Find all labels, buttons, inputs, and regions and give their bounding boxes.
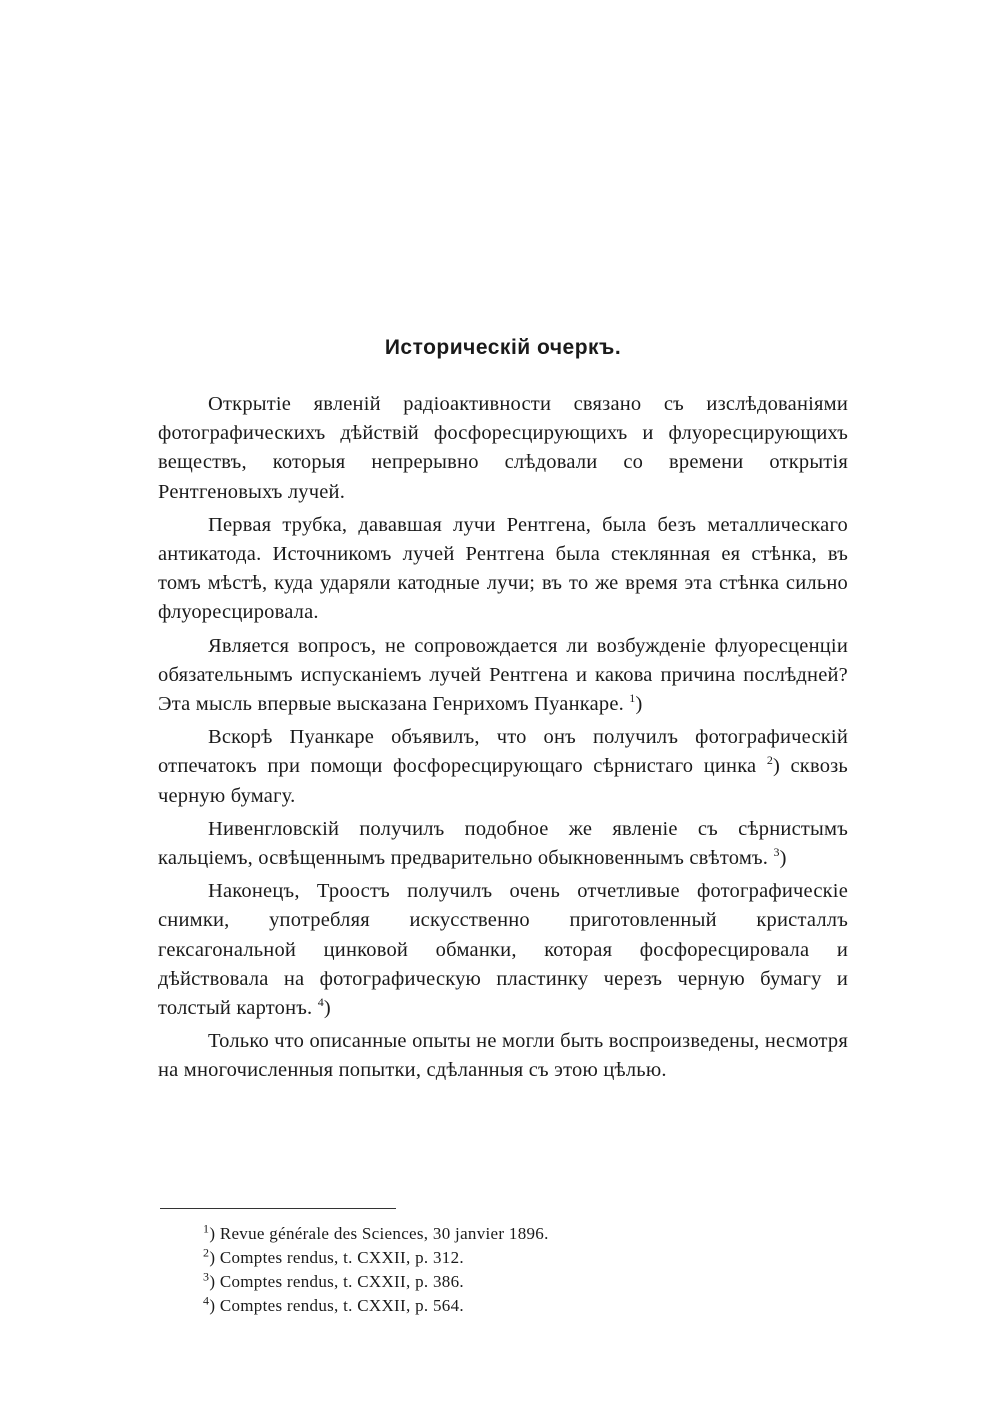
footnote-mark: 4 <box>203 1293 210 1308</box>
footnote-text: ) Comptes rendus, t. CXXII, p. 386. <box>209 1272 464 1291</box>
paragraph-text: Нивенгловскій получилъ подобное же явленіе съ сѣрнистымъ кальціемъ, освѣщеннымъ предварительно обыкновеннымъ свѣтомъ. <box>158 817 848 870</box>
footnote-mark: 1 <box>203 1221 210 1236</box>
footnote-ref-3: 3 <box>773 845 780 860</box>
footnote-ref-close: ) <box>779 847 787 870</box>
paragraph-1 <box>158 390 848 507</box>
paragraph-7 <box>158 1027 848 1085</box>
paragraph-text: Первая трубка, дававшая лучи Рентгена, была безъ металлическаго антикатода. Источникомъ лучей Рентгена была стеклянная ея стѣнка, въ томъ мѣстѣ, куда ударяли катодные лучи; въ то же время эта стѣнка сильно флуоресцировала. <box>158 513 848 624</box>
footnote-text: ) Revue générale des Sciences, 30 janvier 1896. <box>209 1224 549 1243</box>
paragraph-4 <box>158 723 848 811</box>
paragraph-text-continued: ) сквозь черную бумагу. <box>158 755 848 807</box>
paragraph-text: Только что описанные опыты не могли быть воспроизведены, несмотря на многочисленныя попытки, сдѣланныя съ этою цѣлью. <box>158 1030 848 1082</box>
footnote-1 <box>203 1222 843 1246</box>
paragraph-text: Открытіе явленій радіоактивности связано съ изслѣдованіями фотографическихъ дѣйствій фосфоресцирующихъ и флуоресцирующихъ веществъ, которыя непрерывно слѣдовали со времени открытія Рентгеновыхъ лучей. <box>158 393 848 503</box>
paragraph-text: Является вопросъ, не сопровождается ли возбужденіе флуоресценціи обязательнымъ испусканіемъ лучей Рентгена и какова причина послѣдней? Эта мысль впервые высказана Генрихомъ Пуанкаре. <box>158 634 848 716</box>
paragraph-text: Наконецъ, Троостъ получилъ очень отчетливые фотографическіе снимки, употребляя искусственно приготовленный кристаллъ гексагональной цинковой обманки, которая фосфоресцировала и дѣйствовала на фотографическую пластинку черезъ черную бумагу и толстый картонъ. <box>158 880 848 1020</box>
paragraph-text: Вскорѣ Пуанкаре объявилъ, что онъ получилъ фотографическій отпечатокъ при помощи фосфоресцирующаго сѣрнистаго цинка <box>158 726 848 778</box>
paragraph-3 <box>158 632 848 720</box>
footnote-ref-4: 4 <box>317 995 324 1010</box>
footnote-divider <box>160 1208 396 1209</box>
footnote-mark: 2 <box>203 1245 210 1260</box>
footnote-text: ) Comptes rendus, t. CXXII, p. 312. <box>209 1248 464 1267</box>
footnote-ref-2: 2 <box>766 753 774 768</box>
footnote-2 <box>203 1246 843 1270</box>
footnote-ref-close: ) <box>635 693 643 716</box>
footnote-text: ) Comptes rendus, t. CXXII, p. 564. <box>209 1296 464 1315</box>
footnote-ref-close: ) <box>323 997 331 1020</box>
footnote-3 <box>203 1270 843 1294</box>
chapter-title: Историческій очеркъ. <box>384 336 622 359</box>
book-page <box>158 0 848 1418</box>
body-text <box>158 390 848 1090</box>
paragraph-5 <box>158 815 848 873</box>
footnote-4 <box>203 1294 843 1318</box>
footnotes-list <box>203 1222 843 1318</box>
paragraph-6 <box>158 877 848 1023</box>
footnote-mark: 3 <box>203 1269 210 1284</box>
paragraph-2 <box>158 511 848 628</box>
footnote-ref-1: 1 <box>629 691 636 706</box>
